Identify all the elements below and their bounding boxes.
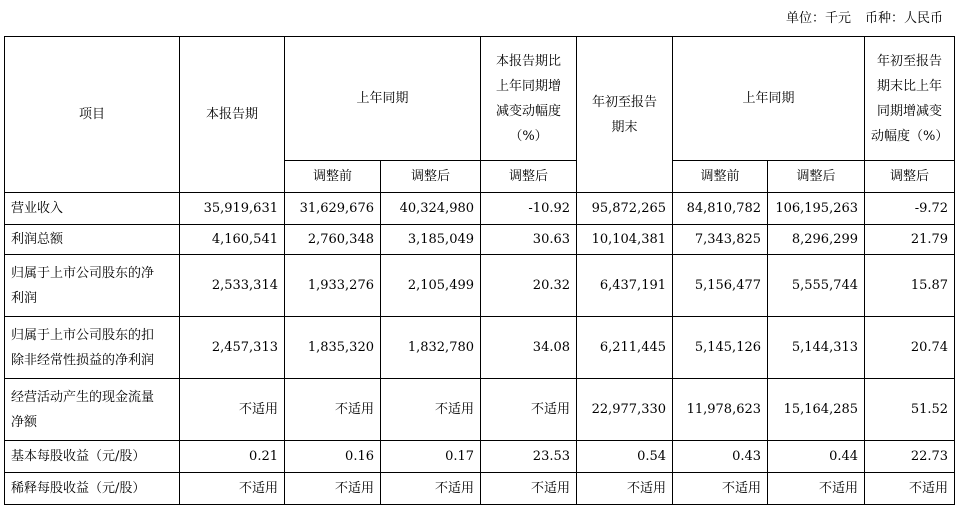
row-label: 稀释每股收益（元/股） xyxy=(5,473,180,505)
table-cell: 不适用 xyxy=(180,473,285,505)
table-cell: 106,195,263 xyxy=(768,193,865,225)
table-cell: 4,160,541 xyxy=(180,225,285,255)
table-cell: 不适用 xyxy=(577,473,673,505)
table-cell: 20.32 xyxy=(481,255,577,317)
table-cell: 23.53 xyxy=(481,441,577,473)
table-cell: 2,533,314 xyxy=(180,255,285,317)
table-cell: 不适用 xyxy=(673,473,768,505)
table-cell: 7,343,825 xyxy=(673,225,768,255)
table-cell: 0.21 xyxy=(180,441,285,473)
table-row xyxy=(5,193,955,225)
header-ytd-change-pct: 年初至报告 期末比上年 同期增减变 动幅度（%） xyxy=(865,37,955,161)
table-cell: 不适用 xyxy=(285,473,381,505)
financial-table xyxy=(4,36,955,505)
table-cell: 31,629,676 xyxy=(285,193,381,225)
subheader-after-adjust: 调整后 xyxy=(381,161,481,193)
row-label: 归属于上市公司股东的净 利润 xyxy=(5,255,180,317)
table-cell: 11,978,623 xyxy=(673,379,768,441)
table-cell: 34.08 xyxy=(481,317,577,379)
row-label: 归属于上市公司股东的扣 除非经常性损益的净利润 xyxy=(5,317,180,379)
table-cell: 21.79 xyxy=(865,225,955,255)
row-label: 利润总额 xyxy=(5,225,180,255)
subheader-after-adjust-2: 调整后 xyxy=(768,161,865,193)
table-cell: 95,872,265 xyxy=(577,193,673,225)
table-cell: -10.92 xyxy=(481,193,577,225)
table-cell: 不适用 xyxy=(381,379,481,441)
subheader-ytd-change-after-adjust: 调整后 xyxy=(865,161,955,193)
table-cell: 不适用 xyxy=(285,379,381,441)
table-cell: 84,810,782 xyxy=(673,193,768,225)
table-cell: 不适用 xyxy=(768,473,865,505)
header-current-period: 本报告期 xyxy=(180,37,285,193)
table-cell: 15,164,285 xyxy=(768,379,865,441)
row-label: 经营活动产生的现金流量 净额 xyxy=(5,379,180,441)
table-cell: 5,145,126 xyxy=(673,317,768,379)
table-cell: 22.73 xyxy=(865,441,955,473)
table-cell: 1,835,320 xyxy=(285,317,381,379)
table-cell: 51.52 xyxy=(865,379,955,441)
table-cell: 不适用 xyxy=(381,473,481,505)
header-same-period-last-year: 上年同期 xyxy=(285,37,481,161)
table-cell: 10,104,381 xyxy=(577,225,673,255)
unit-label: 单位：千元 xyxy=(785,11,851,26)
table-row xyxy=(5,473,955,505)
unit-line xyxy=(786,7,943,26)
table-row xyxy=(5,225,955,255)
table-cell: 不适用 xyxy=(180,379,285,441)
table-cell: 1,832,780 xyxy=(381,317,481,379)
table-cell: 30.63 xyxy=(481,225,577,255)
table-cell: 2,457,313 xyxy=(180,317,285,379)
table-cell: 0.17 xyxy=(381,441,481,473)
subheader-change-after-adjust: 调整后 xyxy=(481,161,577,193)
table-cell: 不适用 xyxy=(481,473,577,505)
table-cell: 2,105,499 xyxy=(381,255,481,317)
table-cell: -9.72 xyxy=(865,193,955,225)
table-cell: 不适用 xyxy=(865,473,955,505)
table-cell: 0.43 xyxy=(673,441,768,473)
header-item: 项目 xyxy=(5,37,180,193)
table-cell: 20.74 xyxy=(865,317,955,379)
table-row xyxy=(5,441,955,473)
table-cell: 35,919,631 xyxy=(180,193,285,225)
header-ytd: 年初至报告 期末 xyxy=(577,37,673,193)
table-cell: 22,977,330 xyxy=(577,379,673,441)
header-same-period-last-year-2: 上年同期 xyxy=(673,37,865,161)
table-cell: 5,555,744 xyxy=(768,255,865,317)
header-row xyxy=(5,37,955,161)
header-change-pct: 本报告期比 上年同期增 减变动幅度 （%） xyxy=(481,37,577,161)
table-cell: 8,296,299 xyxy=(768,225,865,255)
row-label: 基本每股收益（元/股） xyxy=(5,441,180,473)
table-row xyxy=(5,379,955,441)
subheader-before-adjust-2: 调整前 xyxy=(673,161,768,193)
table-row xyxy=(5,317,955,379)
table-cell: 3,185,049 xyxy=(381,225,481,255)
table-cell: 0.54 xyxy=(577,441,673,473)
row-label: 营业收入 xyxy=(5,193,180,225)
table-cell: 6,437,191 xyxy=(577,255,673,317)
table-cell: 40,324,980 xyxy=(381,193,481,225)
table-cell: 6,211,445 xyxy=(577,317,673,379)
table-cell: 0.16 xyxy=(285,441,381,473)
currency-label: 币种：人民币 xyxy=(864,11,943,26)
table-cell: 不适用 xyxy=(481,379,577,441)
table-cell: 5,144,313 xyxy=(768,317,865,379)
table-cell: 15.87 xyxy=(865,255,955,317)
table-cell: 1,933,276 xyxy=(285,255,381,317)
table-row xyxy=(5,255,955,317)
table-cell: 5,156,477 xyxy=(673,255,768,317)
table-cell: 2,760,348 xyxy=(285,225,381,255)
subheader-before-adjust: 调整前 xyxy=(285,161,381,193)
table-cell: 0.44 xyxy=(768,441,865,473)
